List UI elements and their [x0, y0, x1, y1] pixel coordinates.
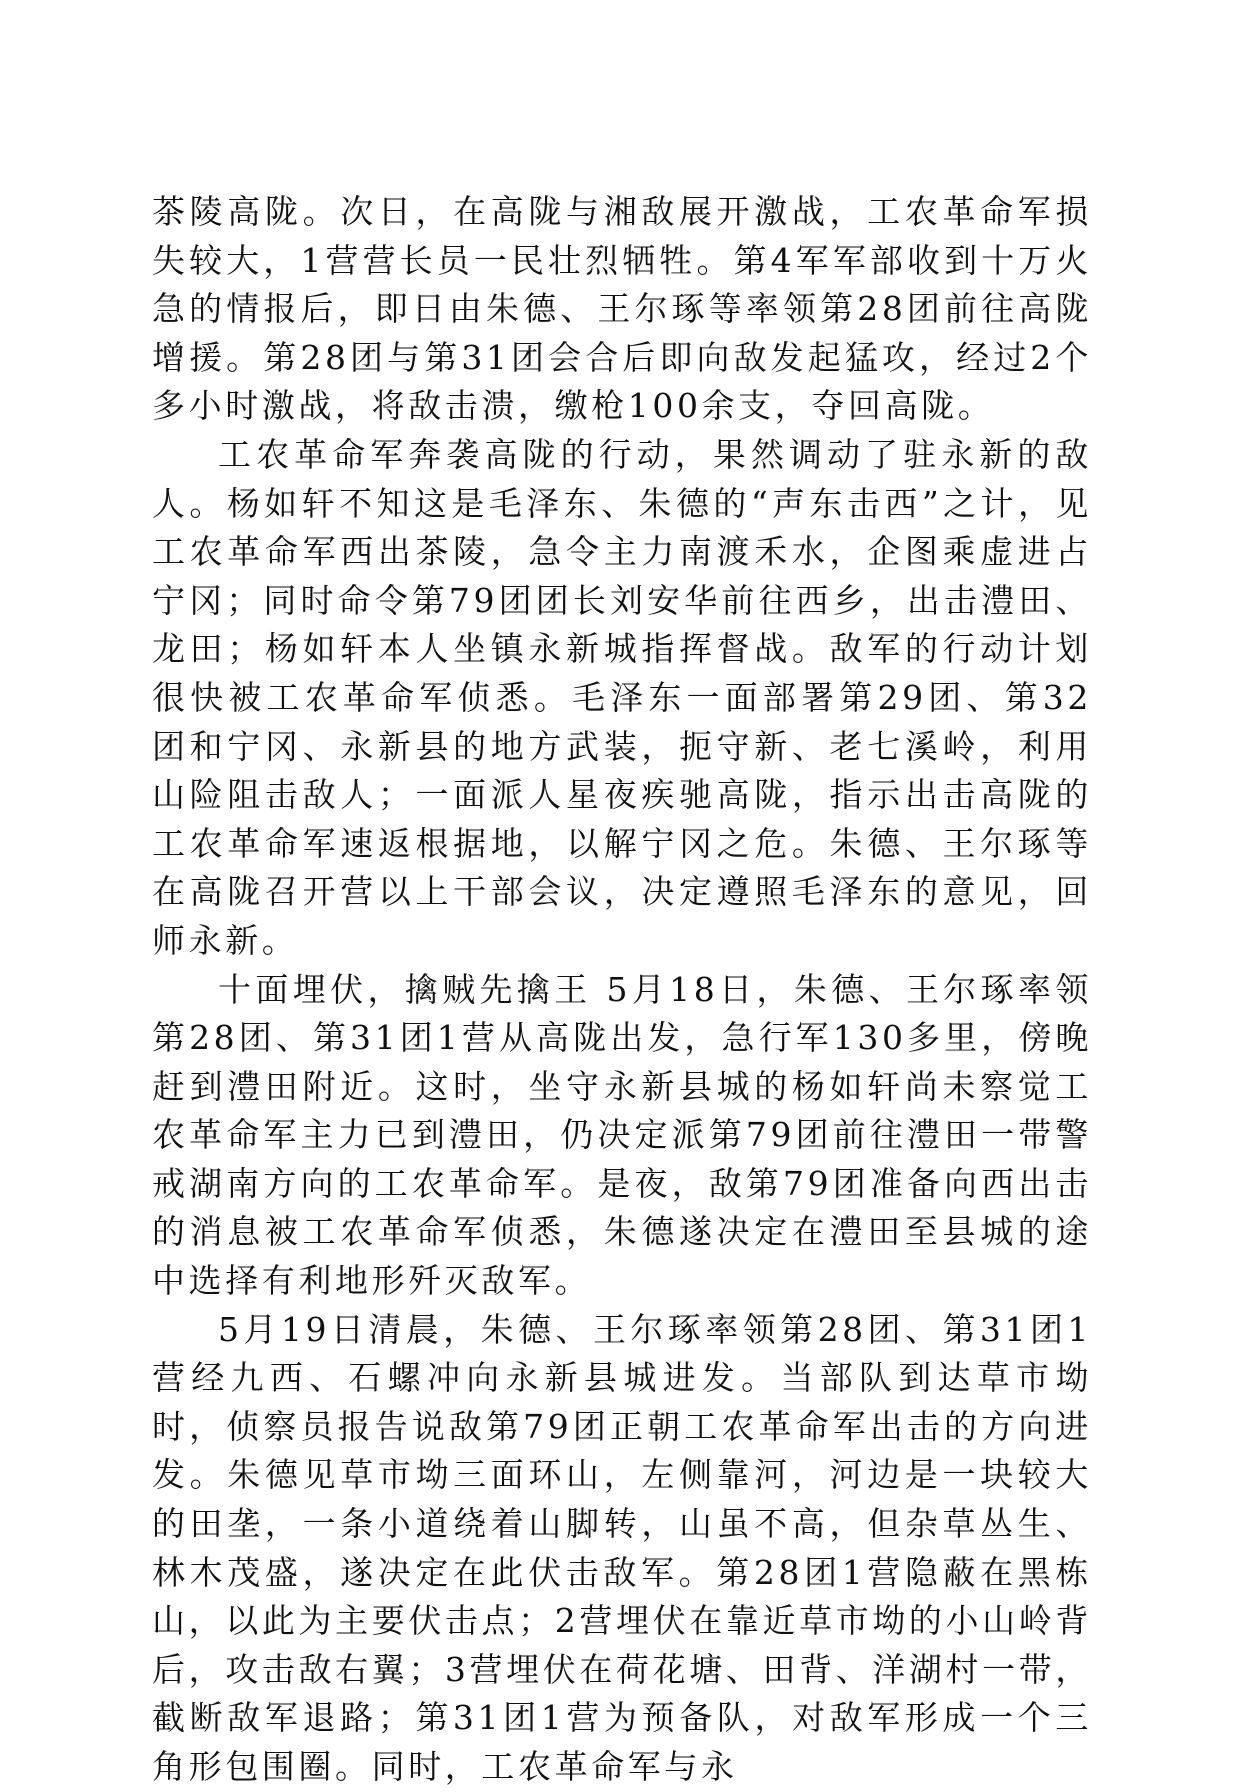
paragraph-2: 工农革命军奔袭高陇的行动，果然调动了驻永新的敌人。杨如轩不知这是毛泽东、朱德的“声东击西”之计，见工农革命军西出茶陵，急令主力南渡禾水，企图乘虚进占宁冈；同时命令第79团团长刘安华前往西乡，出击澧田、龙田；杨如轩本人坐镇永新城指挥督战。敌军的行动计划很快被工农革命军侦悉。毛泽东一面部署第29团、第32团和宁冈、永新县的地方武装，扼守新、老七溪岭，利用山险阻击敌人；一面派人星夜疾驰高陇，指示出击高陇的工农革命军速返根据地，以解宁冈之危。朱德、王尔琢等在高陇召开营以上干部会议，决定遵照毛泽东的意见，回师永新。: [152, 434, 1092, 960]
body-text: [152, 188, 1092, 1792]
paragraph-4: 5月19日清晨，朱德、王尔琢率领第28团、第31团1营经九西、石螺冲向永新县城进发。当部队到达草市坳时，侦察员报告说敌第79团正朝工农革命军出击的方向进发。朱德见草市坳三面环山，左侧靠河，河边是一块较大的田垄，一条小道绕着山脚转，山虽不高，但杂草丛生、林木茂盛，遂决定在此伏击敌军。第28团1营隐蔽在黑栋山，以此为主要伏击点；2营埋伏在靠近草市坳的小山岭背后，攻击敌右翼；3营埋伏在荷花塘、田背、洋湖村一带，截断敌军退路；第31团1营为预备队，对敌军形成一个三角形包围圈。同时，工农革命军与永: [152, 1309, 1092, 1786]
paragraph-1: 茶陵高陇。次日，在高陇与湘敌展开激战，工农革命军损失较大，1营营长员一民壮烈牺牲。第4军军部收到十万火急的情报后，即日由朱德、王尔琢等率领第28团前往高陇增援。第28团与第31团会合后即向敌发起猛攻，经过2个多小时激战，将敌击溃，缴枪100余支，夺回高陇。: [152, 192, 1092, 426]
paragraph-3: 十面埋伏，擒贼先擒王 5月18日，朱德、王尔琢率领第28团、第31团1营从高陇出发，急行军130多里，傍晚赶到澧田附近。这时，坐守永新县城的杨如轩尚未察觉工农革命军主力已到澧田，仍决定派第79团前往澧田一带警戒湖南方向的工农革命军。是夜，敌第79团准备向西出击的消息被工农革命军侦悉，朱德遂决定在澧田至县城的途中选择有利地形歼灭敌军。: [152, 969, 1092, 1301]
